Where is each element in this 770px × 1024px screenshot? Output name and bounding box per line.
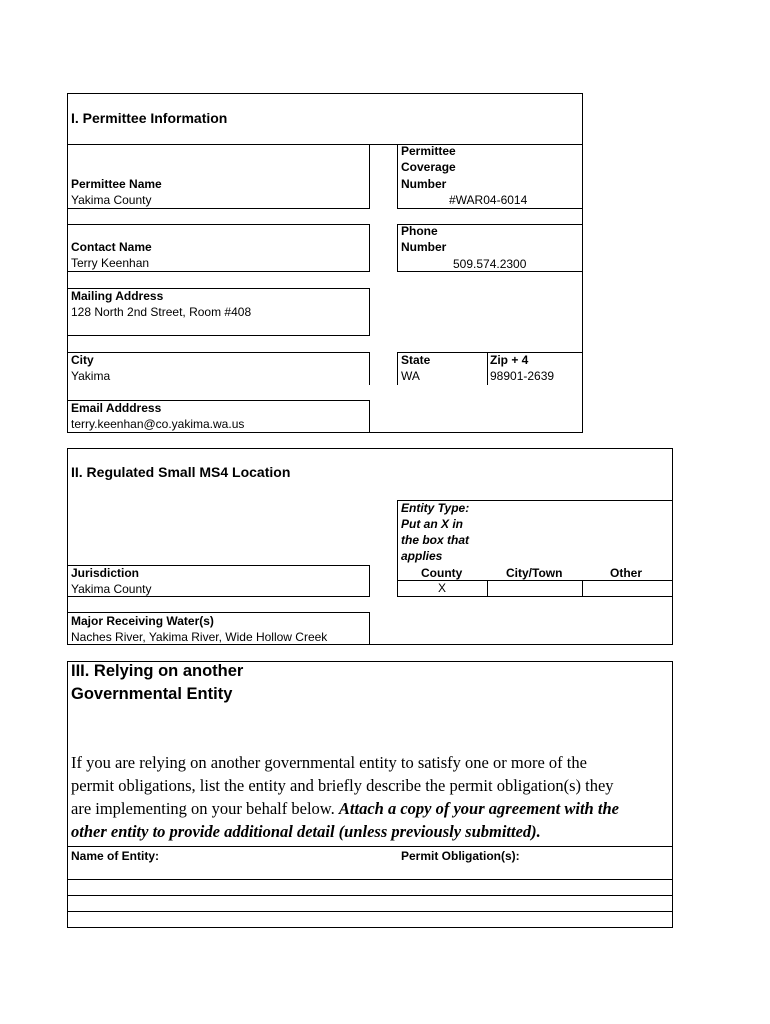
mailing-address-label: Mailing Address: [71, 289, 164, 303]
entity-entry-row[interactable]: [67, 895, 673, 912]
state-label: State: [401, 353, 431, 367]
coverage-number-label-1: Permittee: [401, 144, 456, 158]
name-of-entity-label: Name of Entity:: [71, 849, 160, 863]
jurisdiction-value: Yakima County: [71, 582, 152, 596]
permit-obligations-label: Permit Obligation(s):: [401, 849, 520, 863]
section1-title: I. Permittee Information: [71, 110, 228, 126]
mailing-address-value: 128 North 2nd Street, Room #408: [71, 305, 252, 319]
contact-name-label: Contact Name: [71, 240, 152, 254]
section3-instructions-line-3: [71, 797, 619, 820]
entity-entry-row[interactable]: [67, 879, 673, 896]
phone-number-label-2: Number: [401, 240, 447, 254]
email-value: terry.keenhan@co.yakima.wa.us: [71, 417, 245, 431]
phone-number-label-1: Phone: [401, 224, 438, 238]
entity-entry-row[interactable]: [67, 911, 673, 928]
entity-type-city-town-header: City/Town: [506, 566, 563, 580]
permittee-name-value: Yakima County: [71, 193, 152, 207]
city-field[interactable]: [67, 352, 370, 385]
email-label: Email Adddress: [71, 401, 162, 415]
entity-type-city-town-checkbox[interactable]: [487, 580, 583, 597]
zip-label: Zip + 4: [490, 353, 529, 367]
divider: [67, 846, 673, 847]
contact-name-value: Terry Keenhan: [71, 256, 150, 270]
receiving-waters-value: Naches River, Yakima River, Wide Hollow Creek: [71, 630, 328, 644]
entity-type-instruction-4: applies: [401, 549, 443, 563]
section3-instructions-line-1: If you are relying on another governmental entity to satisfy one or more of the: [71, 753, 587, 772]
section3-instructions-line-4: [71, 820, 541, 843]
section3-instructions-line-2: permit obligations, list the entity and briefly describe the permit obligation(s) they: [71, 776, 614, 795]
entity-type-instruction-1: Entity Type:: [401, 501, 470, 515]
entity-type-other-checkbox[interactable]: [582, 580, 673, 597]
section3-instructions-emphasis: Attach a copy of your agreement with the: [338, 799, 619, 818]
permittee-name-label: Permittee Name: [71, 177, 162, 191]
section3-title-line-1: III. Relying on another: [71, 662, 244, 680]
coverage-number-label-2: Coverage: [401, 160, 456, 174]
city-value: Yakima: [71, 369, 111, 383]
entity-type-instruction-2: Put an X in: [401, 517, 464, 531]
zip-value: 98901-2639: [490, 369, 555, 383]
divider: [487, 352, 488, 385]
city-label: City: [71, 353, 94, 367]
entity-type-county-header: County: [421, 566, 463, 580]
receiving-waters-label: Major Receiving Water(s): [71, 614, 214, 628]
jurisdiction-label: Jurisdiction: [71, 566, 140, 580]
entity-type-county-mark: X: [438, 581, 447, 595]
coverage-number-label-3: Number: [401, 177, 447, 191]
section2-title: II. Regulated Small MS4 Location: [71, 464, 291, 480]
phone-number-value: 509.574.2300: [453, 257, 527, 271]
section3-title-line-2: Governmental Entity: [71, 685, 233, 703]
coverage-number-value: #WAR04-6014: [449, 193, 528, 207]
entity-type-other-header: Other: [610, 566, 643, 580]
state-value: WA: [401, 369, 420, 383]
section3-instructions-plain: are implementing on your behalf below.: [71, 799, 339, 818]
section3-instructions-emphasis-2: other entity to provide additional detail (unless previously submitted).: [71, 822, 541, 841]
entity-type-instruction-3: the box that: [401, 533, 469, 547]
